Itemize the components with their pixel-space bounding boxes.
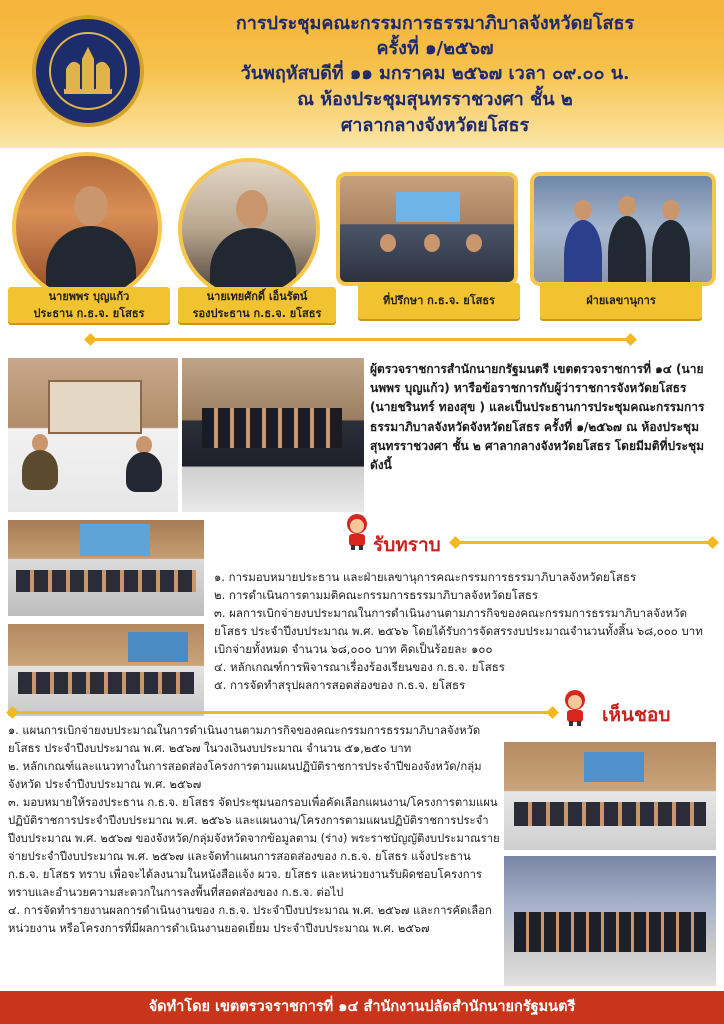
divider-dot-left: [84, 333, 97, 346]
acknowledge-item: ๔. หลักเกณฑ์การพิจารณาเรื่องร้องเรียนของ ก.ธ.จ. ยโสธร: [214, 660, 505, 674]
acknowledge-item: ๒. การดำเนินการตามมติคณะกรรมการธรรมาภิบาลจังหวัดยโสธร: [214, 588, 539, 602]
advisors-photo: [336, 172, 518, 286]
header-venue: ณ ห้องประชุมสุนทรราชวงศา ชั้น ๒: [297, 89, 573, 110]
chairman-caption: [8, 287, 170, 323]
secretariat-photo: [530, 172, 716, 286]
acknowledge-list: [214, 568, 714, 694]
acknowledge-label: รับทราบ: [373, 534, 441, 556]
agree-line: [12, 711, 552, 714]
advisors-caption: ที่ปรึกษา ก.ธ.จ. ยโสธร: [358, 283, 520, 319]
meeting-photo-4: [504, 856, 716, 986]
meeting-photo-3: [504, 742, 716, 850]
acknowledge-line: [455, 541, 713, 544]
vice-chairman-role: รองประธาน ก.ธ.จ. ยโสธร: [192, 307, 322, 320]
vice-chairman-photo: [178, 158, 320, 300]
agree-item: ๒. หลักเกณฑ์และแนวทางในการสอดส่องโครงการตามแผนปฏิบัติราชการประจำปีของจังหวัด/กลุ่มจังหวัด ประจำปีงบประมาณ พ.ศ. ๒๕๖๗: [8, 760, 482, 791]
header-location: ศาลากลางจังหวัดยโสธร: [340, 115, 530, 136]
acknowledge-item: ๓. ผลการเบิกจ่ายงบประมาณในการดำเนินงานตามภารกิจของคณะกรรมการธรรมาภิบาลจังหวัดยโสธร ประจำปีงบประมาณ พ.ศ. ๒๕๖๖ โดยได้รับการจัดสรรงบประมาณจำนวนทั้งสิ้น ๖๘,๐๐๐ บาท เบิกจ่ายทั้งหมด จำนวน ๖๘,๐๐๐ บาท คิดเป็นร้อยละ ๑๐๐: [214, 606, 703, 656]
province-seal-logo: [32, 15, 144, 127]
acknowledge-dot-right: [706, 536, 719, 549]
divider-dot-right: [624, 333, 637, 346]
acknowledge-item: ๑. การมอบหมายประธาน และฝ่ายเลขานุการคณะกรรมการธรรมาภิบาลจังหวัดยโสธร: [214, 570, 637, 584]
meeting-photo-1: [8, 520, 204, 616]
mascot-agree-icon: [558, 688, 592, 726]
courtesy-visit-photo: [8, 358, 178, 512]
chairman-name: นายพพร บุญแก้ว: [48, 290, 130, 303]
header-date: วันพฤหัสบดีที่ ๑๑ มกราคม ๒๕๖๗ เวลา ๐๙.๐๐ น.: [240, 63, 630, 84]
header-session: ครั้งที่ ๑/๒๕๖๗: [376, 38, 494, 59]
intro-paragraph: ผู้ตรวจราชการสำนักนายกรัฐมนตรี เขตตรวจราชการที่ ๑๔ (นายนพพร บุญแก้ว) หารือข้อราชการกับผู้ว่าราชการจังหวัดยโสธร (นายชรินทร์ ทองสุข ) และเป็นประธานการประชุมคณะกรรมการธรรมาภิบาลจังหวัดจังหวัดยโสธร ครั้งที่ ๑/๒๕๖๗ ณ ห้องประชุมสุนทรราชวงศา ชั้น ๒ ศาลากลางจังหวัดยโสธร โดยมีมติที่ประชุม ดังนี้: [370, 362, 705, 473]
group-photo: [182, 358, 364, 512]
vice-chairman-name: นายเทยศักดิ์ เอ็นรัตน์: [206, 290, 308, 303]
agree-item: ๑. แผนการเบิกจ่ายงบประมาณในการดำเนินงานตามภารกิจของคณะกรรมการธรรมาภิบาลจังหวัดยโสธร ประจำปีงบประมาณ พ.ศ. ๒๕๖๗ ในวงเงินงบประมาณ จำนวน ๕๑,๒๕๐ บาท: [8, 724, 481, 755]
secretariat-caption: ฝ่ายเลขานุการ: [540, 283, 702, 319]
mascot-acknowledge-icon: [340, 512, 374, 550]
seal-emblem-icon: [36, 19, 140, 123]
chairman-role: ประธาน ก.ธ.จ. ยโสธร: [33, 307, 145, 320]
header-title: การประชุมคณะกรรมการธรรมาภิบาลจังหวัดยโสธร: [235, 13, 635, 34]
footer-text: จัดทำโดย เขตตรวจราชการที่ ๑๔ สำนักงานปลัดสำนักนายกรัฐมนตรี: [148, 999, 576, 1015]
agree-dot-right: [546, 706, 559, 719]
chairman-photo: [12, 152, 162, 302]
agree-list: [8, 722, 500, 938]
header-banner: [0, 0, 724, 148]
agree-item: ๔. การจัดทำรายงานผลการดำเนินงานของ ก.ธ.จ. ประจำปีงบประมาณ พ.ศ. ๒๕๖๗ และการคัดเลือกหน่วยงาน หรือโครงการที่มีผลการดำเนินงานยอดเยี่ยม ประจำปีงบประมาณ พ.ศ. ๒๕๖๗: [8, 904, 492, 935]
acknowledge-dot-left: [449, 536, 462, 549]
vice-chairman-caption: [178, 287, 336, 323]
acknowledge-item: ๕. การจัดทำสรุปผลการสอดส่องของ ก.ธ.จ. ยโสธร: [214, 678, 466, 692]
footer: [0, 991, 724, 1024]
agree-item: ๓. มอบหมายให้รองประธาน ก.ธ.จ. ยโสธร จัดประชุมนอกรอบเพื่อคัดเลือกแผนงาน/โครงการตามแผนปฏิบัติราชการประจำปีงบประมาณ พ.ศ. ๒๕๖๖ และแผนงาน/โครงการตามแผนปฏิบัติราชการประจำปีงบประมาณ พ.ศ. ๒๕๖๗ ของจังหวัด/กลุ่มจังหวัดจากข้อมูลตาม (ร่าง) พระราชบัญญัติงบประมาณรายจ่ายประจำปีงบประมาณ พ.ศ. ๒๕๖๗ และจัดทำแผนการสอดส่องของ ก.ธ.จ. ยโสธร แจ้งประธาน ก.ธ.จ. ยโสธร ทราบ เพื่อจะได้ลงนามในหนังสือแจ้ง ผวจ. ยโสธร และหน่วยงานรับผิดชอบโครงการทราบและอำนวยความสะดวกในการลงพื้นที่สอดส่องของ ก.ธ.จ. ต่อไป: [8, 796, 500, 899]
agree-label: เห็นชอบ: [602, 704, 671, 726]
meeting-photo-2: [8, 624, 204, 716]
divider-line: [90, 338, 630, 341]
